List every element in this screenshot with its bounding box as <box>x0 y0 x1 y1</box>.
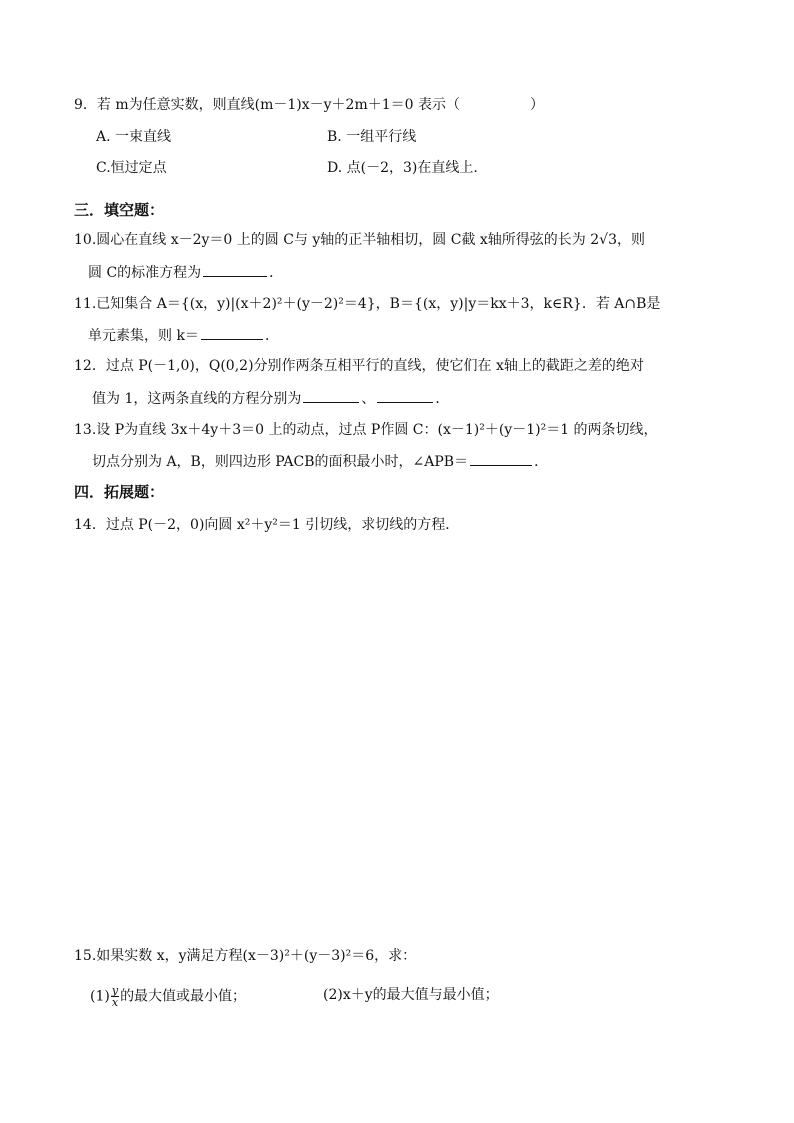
q9-option-d: D. 点(－2，3)在直线上. <box>327 160 478 176</box>
q13-line1: 13.设 P为直线 3x＋4y＋3＝0 上的动点，过点 P作圆 C：(x－1)²＋(y－1)²＝1 的两条切线， <box>74 422 658 438</box>
q12-period: ． <box>435 391 450 407</box>
q12-answer-blank-2[interactable] <box>377 388 433 403</box>
q15-part1 <box>90 985 246 1008</box>
q11-line2 <box>88 325 279 346</box>
q9-stem-line <box>74 95 544 115</box>
fraction-denominator: x <box>111 996 119 1009</box>
q10-answer-blank[interactable] <box>203 262 267 277</box>
q13-period: ． <box>534 454 549 470</box>
q12-separator: 、 <box>361 391 376 407</box>
q12-line2-text: 值为 1，这两条直线的方程分别为 <box>92 391 302 407</box>
q9-option-c: C.恒过定点 <box>96 160 167 176</box>
q9-stem: 9．若 m为任意实数，则直线(m－1)x－y＋2m＋1＝0 表示（ <box>74 97 460 113</box>
q11-answer-blank[interactable] <box>201 325 263 340</box>
q10-line1: 10.圆心在直线 x－2y＝0 上的圆 C与 y轴的正半轴相切，圆 C截 x轴所得弦的长为 2√3，则 <box>74 232 645 248</box>
q11-line1: 11.已知集合 A＝{(x，y)|(x＋2)²＋(y－2)²＝4}，B＝{(x，y)|y＝kx＋3，k∈R}．若 A∩B是 <box>74 296 661 312</box>
q13-line2-text: 切点分别为 A，B，则四边形 PACB的面积最小时，∠APB＝ <box>92 454 469 470</box>
q11-period: ． <box>264 328 279 344</box>
q15-part1-text: 的最大值或最小值； <box>120 988 247 1005</box>
q10-period: ． <box>269 265 284 281</box>
q12-line2 <box>92 388 449 409</box>
q15-part2: (2)x＋y的最大值与最小值； <box>323 987 499 1003</box>
q9-close: ） <box>530 97 544 113</box>
q15-stem: 15.如果实数 x，y满足方程(x－3)²＋(y－3)²＝6，求： <box>74 948 417 964</box>
q9-option-a: A. 一束直线 <box>96 129 172 145</box>
q11-line2-text: 单元素集，则 k＝ <box>88 328 199 344</box>
q13-line2 <box>92 451 548 472</box>
q12-answer-blank-1[interactable] <box>303 388 359 403</box>
q10-line2-text: 圆 C的标准方程为 <box>88 265 202 281</box>
q13-answer-blank[interactable] <box>470 451 532 466</box>
fraction-numerator: y <box>111 984 119 997</box>
q10-line2 <box>88 262 283 283</box>
q14-text: 14．过点 P(－2，0)向圆 x²＋y²＝1 引切线，求切线的方程． <box>74 517 460 533</box>
q9-option-b: B. 一组平行线 <box>327 129 417 145</box>
section4-title: 四．拓展题： <box>74 483 165 501</box>
q12-line1: 12．过点 P(－1,0)，Q(0,2)分别作两条互相平行的直线，使它们在 x轴上的截距之差的绝对 <box>74 358 644 374</box>
section3-title: 三．填空题： <box>74 201 165 219</box>
fraction-y-over-x <box>111 985 119 1008</box>
q15-part1-label: (1) <box>90 988 110 1005</box>
